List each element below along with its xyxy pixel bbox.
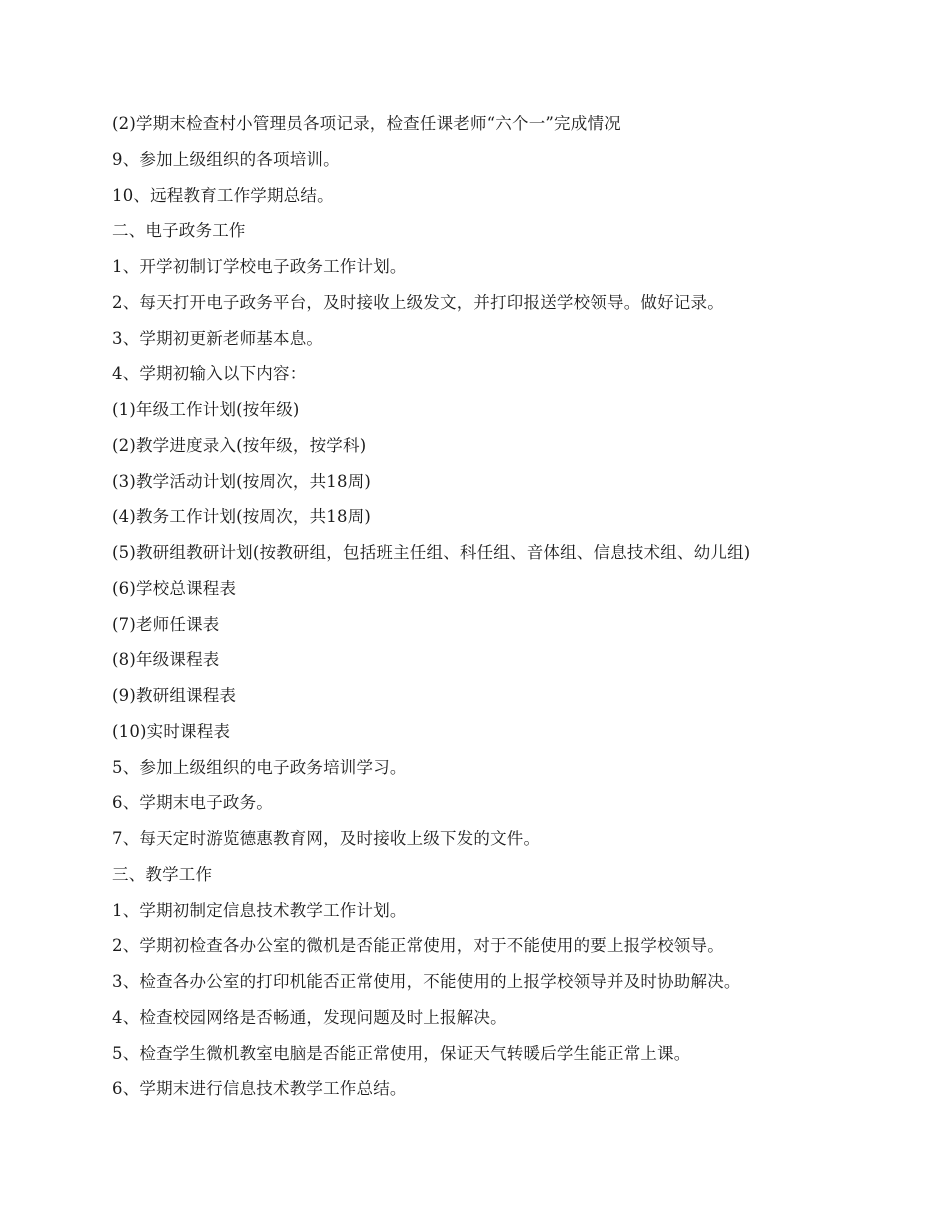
text-line: (5)教研组教研计划(按教研组，包括班主任组、科任组、音体组、信息技术组、幼儿组) — [112, 543, 751, 562]
section-heading: 三、教学工作 — [112, 864, 213, 884]
text-line: (6)学校总课程表 — [112, 578, 237, 598]
text-line: 3、学期初更新老师基本息。 — [112, 328, 324, 348]
text-line: (9)教研组课程表 — [112, 686, 237, 705]
text-line: 6、学期末电子政务。 — [112, 793, 273, 813]
text-line: (8)年级课程表 — [112, 650, 220, 670]
text-line: 2、每天打开电子政务平台，及时接收上级发文，并打印报送学校领导。做好记录。 — [112, 292, 724, 312]
text-line: (2)学期末检查村小管理员各项记录，检查任课老师“六个一”完成情况 — [112, 114, 621, 133]
text-line: (2)教学进度录入(按年级，按学科) — [112, 435, 367, 455]
text-line: 5、检查学生微机教室电脑是否能正常使用，保证天气转暖后学生能正常上课。 — [112, 1043, 691, 1063]
section-heading: 二、电子政务工作 — [112, 221, 246, 241]
text-line: (7)老师任课表 — [112, 614, 220, 634]
text-line: 10、远程教育工作学期总结。 — [112, 185, 334, 205]
text-line: 7、每天定时游览德惠教育网，及时接收上级下发的文件。 — [112, 829, 541, 848]
text-line: (1)年级工作计划(按年级) — [112, 400, 300, 419]
text-line: (10)实时课程表 — [112, 721, 231, 741]
text-line: 5、参加上级组织的电子政务培训学习。 — [112, 757, 407, 777]
text-line: 6、学期末进行信息技术教学工作总结。 — [112, 1079, 407, 1099]
text-line: 1、开学初制订学校电子政务工作计划。 — [112, 257, 407, 276]
text-line: (3)教学活动计划(按周次，共18周) — [112, 471, 372, 491]
text-line: 3、检查各办公室的打印机能否正常使用，不能使用的上报学校领导并及时协助解决。 — [112, 972, 741, 991]
text-line: 1、学期初制定信息技术教学工作计划。 — [112, 900, 407, 920]
text-line: 4、学期初输入以下内容： — [112, 364, 307, 384]
document-body — [112, 106, 872, 1107]
text-line: 2、学期初检查各办公室的微机是否能正常使用，对于不能使用的要上报学校领导。 — [112, 936, 724, 956]
text-line: (4)教务工作计划(按周次，共18周) — [112, 507, 372, 527]
text-line: 4、检查校园网络是否畅通，发现问题及时上报解决。 — [112, 1007, 507, 1027]
text-line: 9、参加上级组织的各项培训。 — [112, 149, 340, 169]
